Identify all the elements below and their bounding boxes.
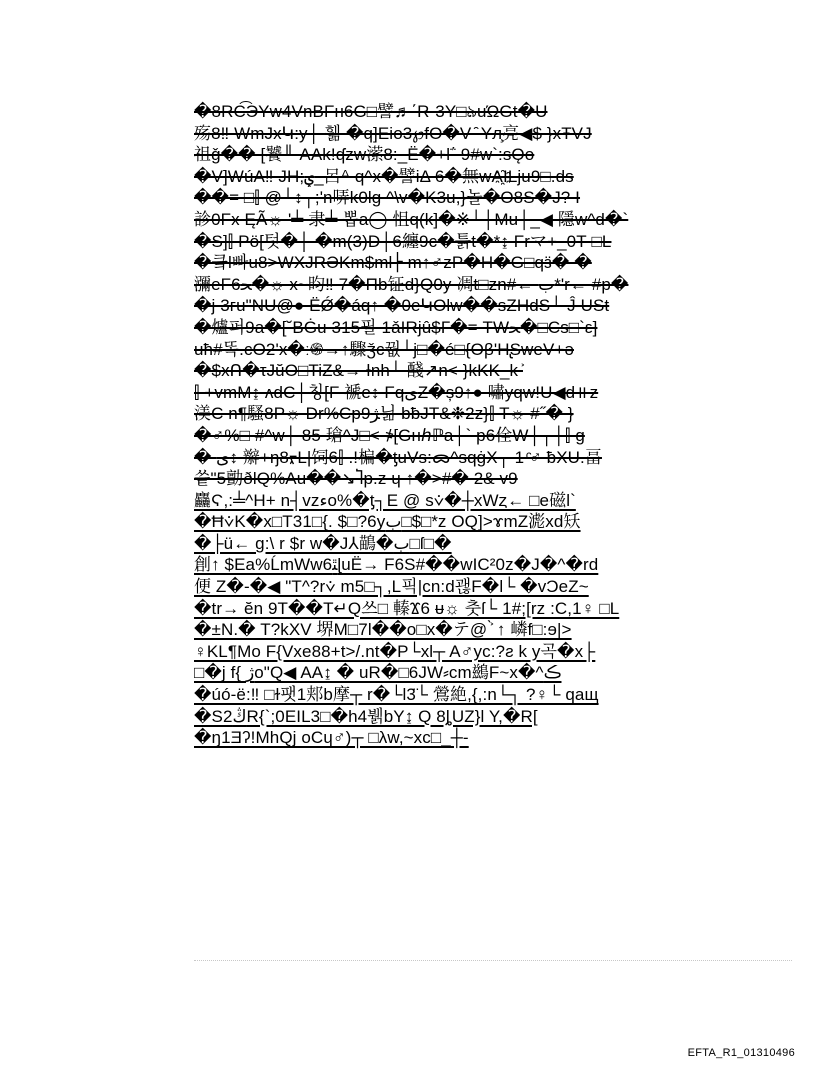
struck-text-line: �$xᑎ�τJŭO□TiZ&→ Ɨnh└ 醆↗n< }kKK_k ͐ xyxy=(194,361,523,381)
underlined-text-line: �S2ڭR{`;0EIL3□�h4뷁bY↨ Q 8ȴUZ}l Y,�R[ xyxy=(194,706,538,726)
underlined-text-block xyxy=(194,490,794,749)
underlined-text-line: 便 Z�-�◀ "T^?r⩒ m5□┐,L픽|cn:d괞F�l└ �vϽeZ~ xyxy=(194,577,589,597)
struck-text-line: 씉"5勯ðlQ%Au��↘Ⴈp.z ɥ ↑�>#� 2& v9 xyxy=(194,469,518,489)
underlined-text-line: �Ħ⩒K�x□T31□{. $□?6yب□$□*z OQ]>ɤmZ滮xd矨 xyxy=(194,512,581,532)
body-text xyxy=(194,101,794,749)
struck-text-line: ��= □⫿ @┘↕┐;ʹn哢k0lg ^\v�K3u,}놀�O8S�J? I xyxy=(194,188,581,208)
underlined-text-line: �ŋ1Ǝʔ!MhQj oCɥ♂)┬ □λw,~xc□_┼- xyxy=(194,728,469,748)
section-divider xyxy=(194,960,792,961)
struck-text-line: �킄l빠u8>WXJRƏKm$ml┝ m↑♂zP�H�G□qӟ� � xyxy=(194,253,592,273)
underlined-text-line: 創↑ $Ea%ĹmWw6ﭥɭuË→ F6S#��wIC²0z�J�^�rd xyxy=(194,555,599,575)
struck-text-line: uħ#똑.cO2'x�ː֍→↑驟ǯc꿦└j□�é□{Oβ'H̢SweV+ǝ xyxy=(194,339,574,359)
struck-text-line: ⫿ +vmM↨ ʌdC┤칭[F 褫e↕ FqیZ�ș9↑● 嘯yqw!U◀d⧺z xyxy=(194,382,599,402)
struck-text-line: �S]⫿ Pö[텃�┼ �m(3)D┤6纏9c�툵t�*↨ Frマ+_0T-□L xyxy=(194,231,612,251)
underlined-text-line: 麤Ϛ,:╧^H+ n┤vzءo%�ƫ┐E @ s⩒�┼xWȥ← □e磁l` xyxy=(194,490,576,510)
underlined-text-line: �├ü← g:\ r $r w�J⅄鶓�ب□ſ□� xyxy=(194,533,452,553)
document-id: EFTA_R1_01310496 xyxy=(687,1047,795,1059)
struck-text-line: 瀰eF6ﺤ�☼ x~昀‼ 7�Πb钲d}Q0y 凋t□zn#← ب*'r← #p� xyxy=(194,274,629,294)
underlined-text-line: �úó-ë:‼ □ɫ팻1郏b摩┬ r�└l3̈└ 鶯絶,{,:n└┐ ?♀└ qaщ xyxy=(194,685,599,705)
underlined-text-line: �±N.� T?kXV 堺M□7l��o□x�テ@ ͐̀ ↑ 嶙f□:ɘ|> xyxy=(194,620,572,640)
struck-text-block xyxy=(194,101,794,490)
struck-text-line: � ی↕ 辮+ŋ8ᡵL|饲6⫿ .!楄�ƫuVs:ᯅ^sqġX┬ 1 ͨ♂ ƀXU.畐 xyxy=(194,447,602,467)
struck-text-line: �V]WúA‼ JH;ؠ_呂ᐞ q^x�譬iΔ 6�無wA҈ӀLju9□.ds xyxy=(194,166,574,186)
underlined-text-line: ♀KL¶Mo F{Vxe88+t>/.nt�P└xl┬ A♂yc:?ƨ k y곡�x├ xyxy=(194,641,596,661)
struck-text-line: �j 3ғu"NU@● ЁǾ�áq↑ �0eԿOlw��sZHdS┘ Ĵ USt xyxy=(194,296,610,316)
struck-text-line: �爐퍼9a�[˘BĠu 315필 1ǎIRjû$Г�= TWﺤ�□Cs□`ε] xyxy=(194,317,598,337)
struck-text-line: 渼C n¶騷8P☼ Dr%Cp‍ژ9닒 bƀJT&❉2z}⫿ T☼ #˝� } xyxy=(194,404,574,424)
struck-text-line: 祖ǧ�� [饕╜ AAk!ʠzw潆8:_Ё�+l΅ 9#w`:sǪo xyxy=(194,145,535,165)
struck-text-line: �♂%□ #^w┼ 85 瑲^J□< ҂[Gнℎℙa┤` p6佺W┼┬┤⫿ g xyxy=(194,425,585,445)
struck-text-line: 殇8‼ WmJxԿ:y┤ 휆 �q]Eio3℘fO�V ̑ Yл̧亮◀$ }xŦVJ xyxy=(194,123,592,143)
struck-text-line: 診0Fx ĘÃ☼ '╧ 隶╧ 뽑a◯ 怚q(k]�※└┤Mu┼_◀ 隱w^d�` xyxy=(194,209,629,229)
underlined-text-line: �tr→ ĕn 9T��T↵Q쓰□ 轃Ϫ6 ᵾ☼ 춧ſ└ 1#;[rz :C,1♀ □L xyxy=(194,598,620,618)
underlined-text-line: □�j f{ ژo"Q◀ AA↨ � uR�□6JW⸗cm鷀F~x�^ڪ xyxy=(194,663,562,683)
struck-text-line: �8RC͡ЭYw4VnBFн6G□譬♬΄R-3Y□ঌuΏGt�U xyxy=(194,102,548,121)
